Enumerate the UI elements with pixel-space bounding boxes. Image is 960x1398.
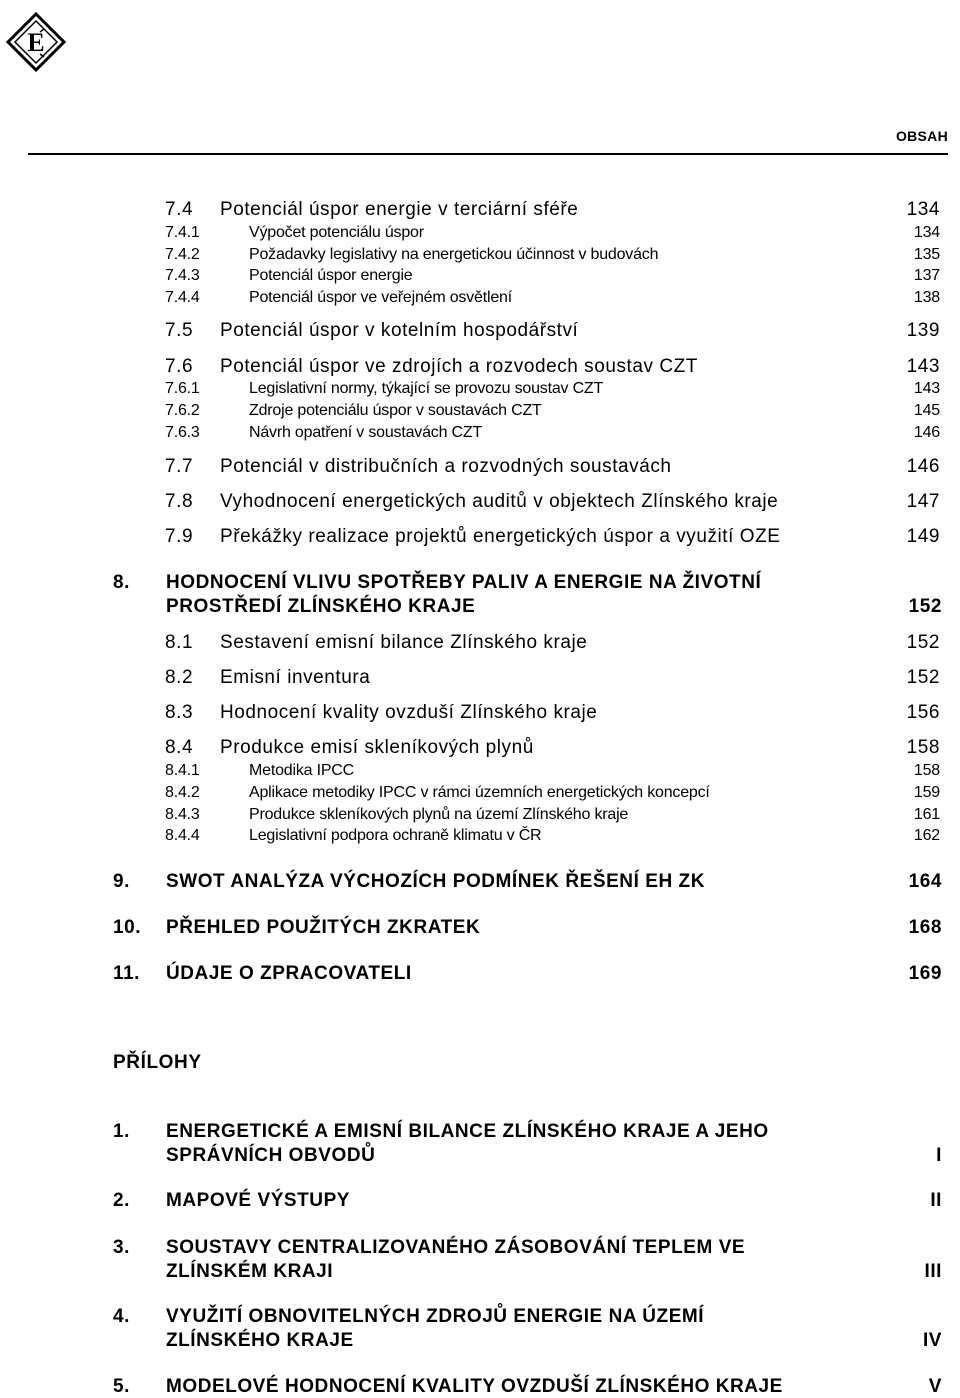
appendix-heading: PŘÍLOHY bbox=[113, 1052, 202, 1073]
table-of-contents: 7.4 Potenciál úspor energie v terciární sféře 134 7.4.1 Výpočet potenciálu úspor 134 7.4.2 Požadavky legislativy na energetickou účinnost v budovách 135 7.4.3 Potenciál úspor energie 137 7.4.4 Potenciál úspor ve veřejném osvětlení 138 7.5 Potenciál úspor v kotelním hospodářství 139 7.6 Potenciál úspor ve zdrojích a rozvodech soustav CZT 143 7.6.1 Legislativní normy, týkající se provozu soustav CZT 143 7.6.2 Zdroje potenciálu úspor v soustavách CZT 145 7.6.3 Návrh opatření v soustavách CZT 146 7.7 Potenciál v distribučních a rozvodných soustavách 146 7.8 Vyhodnocení energetických auditů v objektech Zlínského kraje 147 7.9 Překážky realizace projektů energetických úspor a využití OZE 149 8. HODNOCENÍ VLIVU SPOTŘEBY PALIV A ENERGIE NA ŽIVOTNÍ PROSTŘEDÍ ZLÍNSKÉHO KRAJE 152 8.1 Sestavení emisní bilance Zlínského kraje 152 8.2 Emisní inventura 152 8.3 Hodnocení kvality ovzduší Zlínského kraje 156 8.4 Produkce emisí skleníkových plynů 158 8.4.1 Metodika IPCC 158 8.4.2 Aplikace metodiky IPCC v rámci územních energetických koncepcí 159 8.4.3 Produkce skleníkových plynů na území Zlínského kraje 161 8.4.4 Legislativní podpora ochraně klimatu v ČR 162 9. SWOT ANALÝZA VÝCHOZÍCH PODMÍNEK ŘEŠENÍ EH ZK 164 10. PŘEHLED POUŽITÝCH ZKRATEK 168 11. ÚDAJE O ZPRACOVATELI 169 PŘÍLOHY 1. ENERGETICKÉ A EMISNÍ BILANCE ZLÍNSKÉHO KRAJE A JEHO SPRÁVNÍCH OBVODŮ I 2. MAPOVÉ VÝSTUPY II 3. SOUSTAVY CENTRALIZOVANÉHO ZÁSOBOVÁNÍ TEPLEM VE ZLÍNSKÉM KRAJI III 4. VYUŽITÍ OBNOVITELNÝCH ZDROJŮ ENERGIE NA ÚZEMÍ ZLÍNSKÉHO KRAJE IV 5. MODELOVÉ HODNOCENÍ KVALITY OVZDUŠÍ ZLÍNSKÉHO KRAJE V bbox=[113, 199, 942, 1397]
section-header: OBSAH bbox=[895, 128, 948, 144]
svg-text:E: E bbox=[27, 28, 45, 57]
